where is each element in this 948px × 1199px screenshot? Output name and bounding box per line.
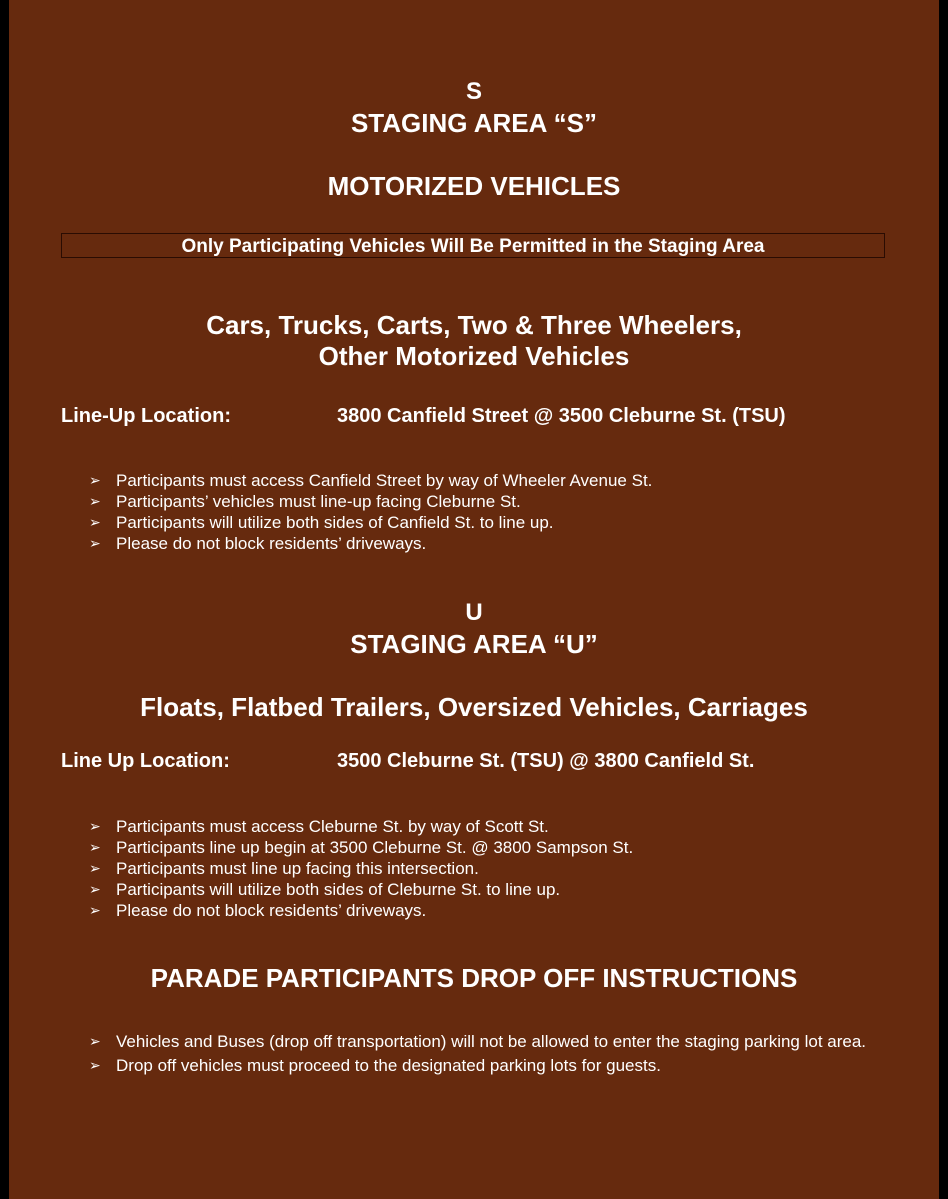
drop-off-title: PARADE PARTICIPANTS DROP OFF INSTRUCTIONS <box>150 963 798 993</box>
section-s-vehicles-line1: Cars, Trucks, Carts, Two & Three Wheelers, <box>206 310 742 340</box>
list-item <box>89 816 899 837</box>
list-item <box>89 1055 899 1076</box>
list-item <box>89 837 899 858</box>
document-page <box>9 0 939 1199</box>
section-s-subtitle: MOTORIZED VEHICLES <box>327 171 621 201</box>
list-item-text: Participants must access Cleburne St. by way of Scott St. <box>116 817 549 836</box>
list-item-text: Drop off vehicles must proceed to the designated parking lots for guests. <box>116 1056 661 1075</box>
list-item-text: Please do not block residents’ driveways. <box>116 534 427 553</box>
list-item <box>89 491 899 512</box>
arrow-bullet-icon: ➢ <box>89 493 101 509</box>
drop-off-bullet-list <box>89 1031 899 1076</box>
arrow-bullet-icon: ➢ <box>89 472 101 488</box>
section-s-title: STAGING AREA “S” <box>350 108 598 138</box>
list-item <box>89 470 899 491</box>
list-item-text: Participants will utilize both sides of Canfield St. to line up. <box>116 513 554 532</box>
arrow-bullet-icon: ➢ <box>89 1057 101 1073</box>
list-item <box>89 533 899 554</box>
section-s-lineup-label: Line-Up Location: <box>61 405 231 427</box>
section-u-letter: U <box>465 599 483 626</box>
list-item <box>89 858 899 879</box>
section-u-lineup-label: Line Up Location: <box>61 750 230 772</box>
list-item-text: Participants will utilize both sides of Cleburne St. to line up. <box>116 880 561 899</box>
section-s-bullet-list <box>89 470 899 554</box>
section-u-title: STAGING AREA “U” <box>350 629 598 659</box>
list-item-text: Participants must access Canfield Street by way of Wheeler Avenue St. <box>116 471 653 490</box>
arrow-bullet-icon: ➢ <box>89 535 101 551</box>
arrow-bullet-icon: ➢ <box>89 514 101 530</box>
section-u-vehicles: Floats, Flatbed Trailers, Oversized Vehicles, Carriages <box>140 692 808 722</box>
notice-box: Only Participating Vehicles Will Be Permitted in the Staging Area <box>61 233 885 258</box>
list-item-text: Participants must line up facing this intersection. <box>116 859 479 878</box>
list-item-text: Vehicles and Buses (drop off transportation) will not be allowed to enter the staging parking lot area. <box>116 1032 867 1051</box>
arrow-bullet-icon: ➢ <box>89 1033 101 1049</box>
list-item <box>89 900 899 921</box>
arrow-bullet-icon: ➢ <box>89 839 101 855</box>
section-u-bullet-list <box>89 816 899 921</box>
list-item <box>89 879 899 900</box>
section-s-vehicles-line2: Other Motorized Vehicles <box>318 341 630 371</box>
list-item <box>89 512 899 533</box>
arrow-bullet-icon: ➢ <box>89 860 101 876</box>
section-s-lineup-value: 3800 Canfield Street @ 3500 Cleburne St. (TSU) <box>337 405 786 427</box>
arrow-bullet-icon: ➢ <box>89 818 101 834</box>
list-item-text: Participants’ vehicles must line-up facing Cleburne St. <box>116 492 521 511</box>
list-item-text: Please do not block residents’ driveways. <box>116 901 427 920</box>
section-s-letter: S <box>465 78 482 105</box>
arrow-bullet-icon: ➢ <box>89 881 101 897</box>
list-item <box>89 1031 899 1052</box>
list-item-text: Participants line up begin at 3500 Cleburne St. @ 3800 Sampson St. <box>116 838 634 857</box>
arrow-bullet-icon: ➢ <box>89 902 101 918</box>
section-u-lineup-value: 3500 Cleburne St. (TSU) @ 3800 Canfield St. <box>337 750 755 772</box>
